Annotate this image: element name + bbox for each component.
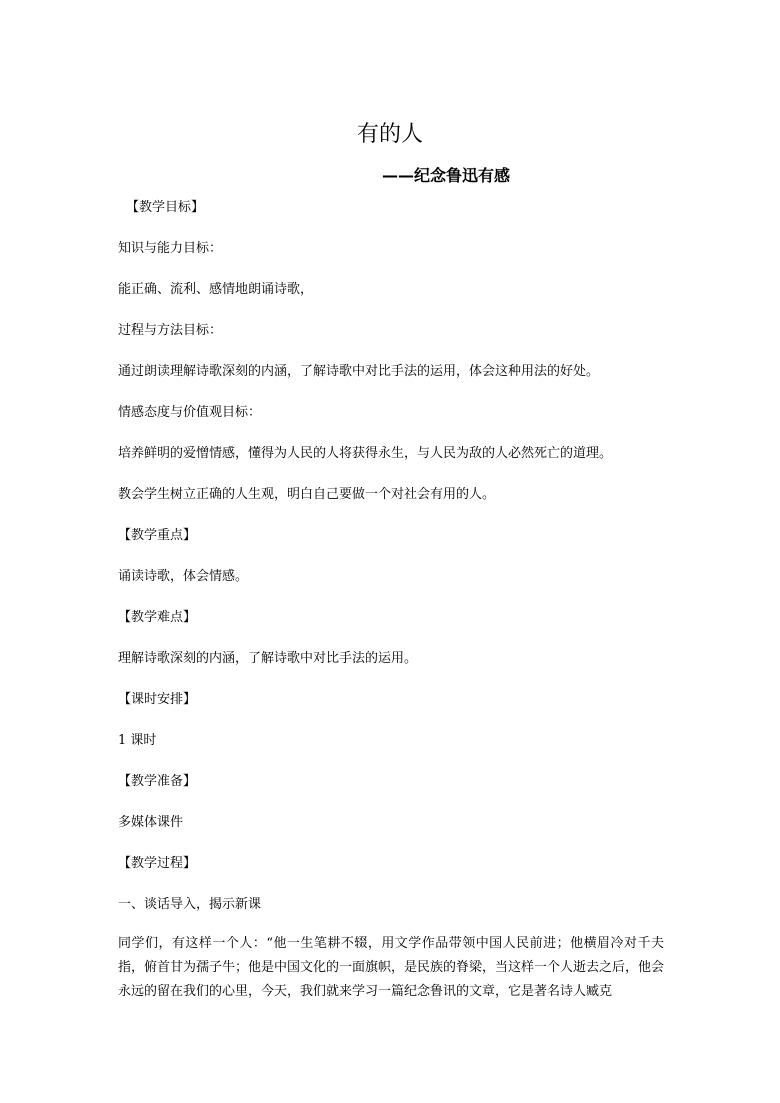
text-knowledge-ability-goal: 知识与能力目标： <box>118 241 223 256</box>
text-reading-understanding: 通过朗读理解诗歌深刻的内涵，了解诗歌中对比手法的运用，体会这种用法的好处。 <box>118 364 600 379</box>
text-one-class-hour: 1 课时 <box>118 733 157 748</box>
text-read-poem-feel: 诵读诗歌，体会情感。 <box>118 569 249 584</box>
text-process-method-goal: 过程与方法目标： <box>118 323 223 338</box>
text-emotion-value-goal: 情感态度与价值观目标： <box>118 405 262 420</box>
text-multimedia-courseware: 多媒体课件 <box>118 815 184 830</box>
text-outlook-on-life: 教会学生树立正确的人生观，明白自己要做一个对社会有用的人。 <box>118 487 496 502</box>
heading-teaching-focus: 【教学重点】 <box>118 528 197 543</box>
text-section-one-introduction: 一、谈话导入，揭示新课 <box>118 897 262 912</box>
heading-teaching-objectives: 【教学目标】 <box>126 200 205 215</box>
document-title: 有的人 <box>356 122 423 147</box>
heading-teaching-difficulty: 【教学难点】 <box>118 610 197 625</box>
text-recite-poem: 能正确、流利、感情地朗诵诗歌， <box>118 282 314 297</box>
document-subtitle: ——纪念鲁迅有感 <box>382 166 511 185</box>
text-understand-contrast: 理解诗歌深刻的内涵，了解诗歌中对比手法的运用。 <box>118 651 418 666</box>
heading-teaching-preparation: 【教学准备】 <box>118 774 197 789</box>
heading-teaching-process: 【教学过程】 <box>118 856 197 871</box>
intro-paragraph: 同学们，有这样一个人：“他一生笔耕不辍，用文学作品带领中国人民前进；他横眉冷对千夫指，俯首甘为孺子牛；他是中国文化的一面旗帜，是民族的脊梁，当这样一个人逝去之后，他会永远的留在我们的心里，今天，我们就来学习一篇纪念鲁讯的文章，它是著名诗人臧克 <box>118 936 665 999</box>
text-love-hate-emotion: 培养鲜明的爱憎情感，懂得为人民的人将获得永生，与人民为敌的人必然死亡的道理。 <box>118 446 613 461</box>
heading-class-schedule: 【课时安排】 <box>118 692 197 707</box>
